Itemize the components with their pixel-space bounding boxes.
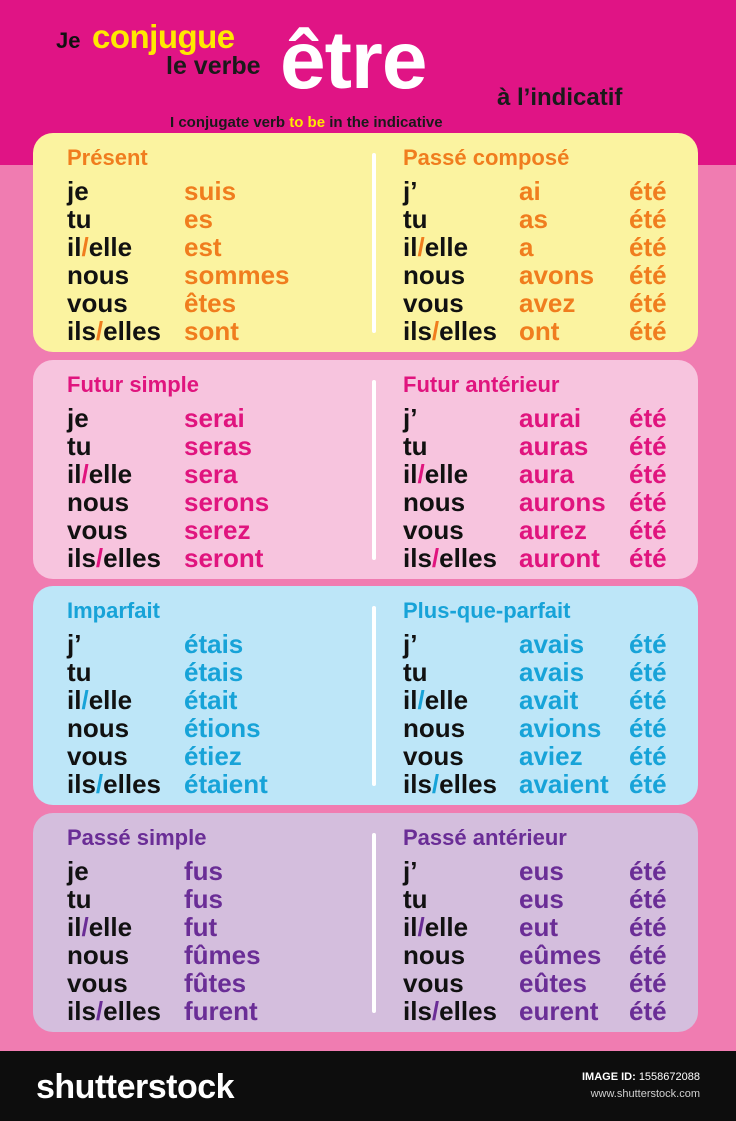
pronoun-main: vous [403,515,464,545]
verb-form: seras [184,431,252,461]
verb-form: auras [519,431,589,461]
pronoun-main: ils [403,996,432,1026]
conjugation-row [33,488,693,516]
past-participle: été [629,232,667,262]
conjugation-row [33,997,693,1025]
header-etre: être [280,15,427,106]
pronoun-slash: / [95,543,104,573]
past-participle: été [629,403,667,433]
pronoun-slash: / [95,316,104,346]
pronoun-main: ils [403,543,432,573]
conjugation-row [33,770,693,798]
panel-imparfait [33,586,698,805]
pronoun-main: il [403,232,418,262]
pronoun-slash: / [417,912,425,942]
conjugation-row [33,261,693,289]
pronoun-alt: elle [424,232,469,262]
pronoun [403,941,465,969]
tense-title-left: Futur simple [67,372,200,397]
pronoun-main: j’ [403,403,418,433]
pronoun-main: j’ [67,629,82,659]
pronoun-main: nous [67,260,130,290]
conjugation-row [33,404,693,432]
verb-form: sont [184,316,239,346]
verb-form: serez [184,515,251,545]
conjugation-row [33,714,693,742]
verb-form: eut [519,912,558,942]
brand-logo: shutterstock [36,1068,235,1106]
tense-title-left: Présent [67,145,148,170]
pronoun-main: vous [403,968,464,998]
pronoun-main: tu [403,884,428,914]
pronoun [403,913,468,941]
pronoun-main: nous [403,940,466,970]
verb-form: aurai [519,403,582,433]
pronoun-main: vous [67,741,128,771]
past-participle: été [629,856,667,886]
pronoun-main: vous [67,288,128,318]
past-participle: été [629,431,667,461]
pronoun-main: j’ [403,629,418,659]
pronoun-alt: elles [439,996,497,1026]
verb-form: avaient [519,769,609,799]
verb-form: étais [184,629,244,659]
pronoun-main: vous [403,741,464,771]
verb-form: eûmes [519,940,602,970]
pronoun [403,630,417,658]
pronoun [403,317,497,345]
verb-form: eurent [519,996,599,1026]
pronoun-main: il [403,685,418,715]
verb-form: sommes [184,260,290,290]
pronoun-alt: elle [88,685,133,715]
pronoun [403,714,465,742]
pronoun-main: j’ [403,856,418,886]
verb-form: auront [519,543,600,573]
verb-form: as [519,204,548,234]
pronoun-main: vous [67,515,128,545]
pronoun [403,742,464,770]
pronoun-alt: elle [424,912,469,942]
past-participle: été [629,204,667,234]
pronoun-slash: / [431,316,440,346]
pronoun-alt: elles [103,996,161,1026]
image-id-value: 1558672088 [638,1071,700,1083]
pronoun-main: il [67,459,82,489]
verb-form: eus [519,884,564,914]
verb-form: fus [184,856,223,886]
pronoun [403,261,465,289]
past-participle: été [629,515,667,545]
pronoun [403,770,497,798]
pronoun-main: tu [67,884,92,914]
pronoun [403,233,468,261]
subtitle-pre: I conjugate verb [170,114,290,131]
tense-title-right: Passé antérieur [403,825,567,850]
past-participle: été [629,912,667,942]
pronoun [403,488,465,516]
past-participle: été [629,176,667,206]
past-participle: été [629,685,667,715]
verb-form: a [519,232,534,262]
verb-form: était [184,685,238,715]
header-subtitle [170,114,443,131]
verb-form: fut [184,912,218,942]
pronoun [403,885,428,913]
pronoun-alt: elle [424,459,469,489]
tense-title-right: Plus-que-parfait [403,598,571,623]
verb-form: avais [519,629,585,659]
pronoun-alt: elle [88,459,133,489]
tense-title-left: Passé simple [67,825,207,850]
verb-form: avions [519,713,602,743]
verb-form: suis [184,176,237,206]
conjugation-row [33,317,693,345]
verb-form: avais [519,657,585,687]
pronoun-main: nous [67,940,130,970]
pronoun-alt: elles [439,769,497,799]
image-url: www.shutterstock.com [590,1088,700,1100]
conjugation-row [33,969,693,997]
image-id [582,1071,700,1083]
verb-form: seront [184,543,264,573]
pronoun [403,969,464,997]
verb-form: êtes [184,288,237,318]
panel-present [33,133,698,352]
pronoun-alt: elle [88,912,133,942]
pronoun [403,432,428,460]
conjugation-row [33,658,693,686]
past-participle: été [629,459,667,489]
past-participle: été [629,629,667,659]
pronoun-slash: / [81,459,89,489]
pronoun-main: il [67,232,82,262]
verb-form: eûtes [519,968,587,998]
pronoun-main: tu [67,657,92,687]
pronoun [403,658,428,686]
conjugation-row [33,233,693,261]
subtitle-post: in the indicative [325,114,443,131]
footer-bar [0,1051,736,1121]
pronoun-main: il [403,459,418,489]
past-participle: été [629,769,667,799]
verb-form: ont [519,316,560,346]
pronoun-alt: elles [439,316,497,346]
pronoun-slash: / [81,685,89,715]
pronoun [403,857,417,885]
pronoun-main: ils [403,316,432,346]
pronoun-slash: / [81,232,89,262]
verb-form: sera [184,459,238,489]
pronoun [403,177,417,205]
pronoun-slash: / [95,996,104,1026]
past-participle: été [629,316,667,346]
pronoun [403,404,417,432]
past-participle: été [629,543,667,573]
pronoun [403,460,468,488]
pronoun-main: je [67,176,89,206]
conjugation-row [33,686,693,714]
verb-form: ai [519,176,541,206]
pronoun-main: tu [403,204,428,234]
header-le-verbe: le verbe [166,52,261,80]
conjugation-row [33,742,693,770]
verb-form: est [184,232,222,262]
header-conjugue: conjugue [92,18,235,55]
pronoun-alt: elle [424,685,469,715]
verb-form: aurons [519,487,606,517]
conjugation-row [33,544,693,572]
conjugation-row [33,177,693,205]
verb-form: étais [184,657,244,687]
pronoun-slash: / [81,912,89,942]
pronoun-main: il [403,912,418,942]
pronoun-slash: / [431,996,440,1026]
verb-form: es [184,204,213,234]
pronoun-main: vous [67,968,128,998]
past-participle: été [629,487,667,517]
past-participle: été [629,968,667,998]
pronoun-alt: elles [103,769,161,799]
conjugation-row [33,460,693,488]
pronoun-alt: elles [103,543,161,573]
header-je: Je [56,28,81,53]
pronoun [403,205,428,233]
pronoun-slash: / [431,543,440,573]
conjugation-row [33,941,693,969]
pronoun-main: tu [67,431,92,461]
panel-futur [33,360,698,579]
verb-form: avons [519,260,595,290]
pronoun-main: je [67,856,89,886]
pronoun-main: ils [67,769,96,799]
pronoun-main: ils [403,769,432,799]
tense-title-right: Passé composé [403,145,570,170]
past-participle: été [629,657,667,687]
pronoun-alt: elles [439,543,497,573]
verb-form: fus [184,884,223,914]
pronoun-main: vous [403,288,464,318]
verb-form: aura [519,459,574,489]
verb-form: étiez [184,741,242,771]
verb-form: avait [519,685,579,715]
pronoun-main: il [67,685,82,715]
verb-form: furent [184,996,258,1026]
past-participle: été [629,741,667,771]
pronoun-slash: / [431,769,440,799]
pronoun [403,686,468,714]
pronoun-main: il [67,912,82,942]
pronoun-main: ils [67,996,96,1026]
conjugation-row [33,885,693,913]
verb-form: fûmes [184,940,261,970]
past-participle: été [629,288,667,318]
verb-form: avez [519,288,576,318]
past-participle: été [629,884,667,914]
pronoun-alt: elle [88,232,133,262]
past-participle: été [629,713,667,743]
pronoun-alt: elles [103,316,161,346]
header-indicatif: à l’indicatif [497,84,623,111]
conjugation-row [33,205,693,233]
conjugation-row [33,289,693,317]
pronoun-main: nous [67,487,130,517]
past-participle: été [629,996,667,1026]
conjugation-row [33,630,693,658]
conjugation-row [33,913,693,941]
pronoun-main: tu [403,657,428,687]
pronoun-slash: / [417,459,425,489]
pronoun-main: j’ [403,176,418,206]
pronoun [403,544,497,572]
pronoun-main: tu [403,431,428,461]
past-participle: été [629,260,667,290]
panel-passe-simple [33,813,698,1032]
past-participle: été [629,940,667,970]
pronoun [403,516,464,544]
tense-title-right: Futur antérieur [403,372,560,397]
pronoun [403,997,497,1025]
subtitle-highlight: to be [289,114,326,131]
conjugation-row [33,432,693,460]
pronoun-main: tu [67,204,92,234]
pronoun-main: nous [403,260,466,290]
pronoun-slash: / [417,232,425,262]
verb-form: étaient [184,769,268,799]
pronoun [403,289,464,317]
verb-form: serons [184,487,270,517]
image-id-label: IMAGE ID: [581,1071,636,1083]
pronoun-main: nous [403,487,466,517]
pronoun-main: je [67,403,89,433]
verb-form: fûtes [184,968,247,998]
pronoun-slash: / [95,769,104,799]
verb-form: eus [519,856,564,886]
conjugation-row [33,857,693,885]
verb-form: étions [184,713,261,743]
pronoun-slash: / [417,685,425,715]
pronoun-main: nous [67,713,130,743]
pronoun-main: ils [67,543,96,573]
verb-form: aurez [519,515,587,545]
tense-title-left: Imparfait [67,598,160,623]
pronoun-main: ils [67,316,96,346]
pronoun-main: nous [403,713,466,743]
verb-form: serai [184,403,245,433]
conjugation-row [33,516,693,544]
verb-form: aviez [519,741,583,771]
